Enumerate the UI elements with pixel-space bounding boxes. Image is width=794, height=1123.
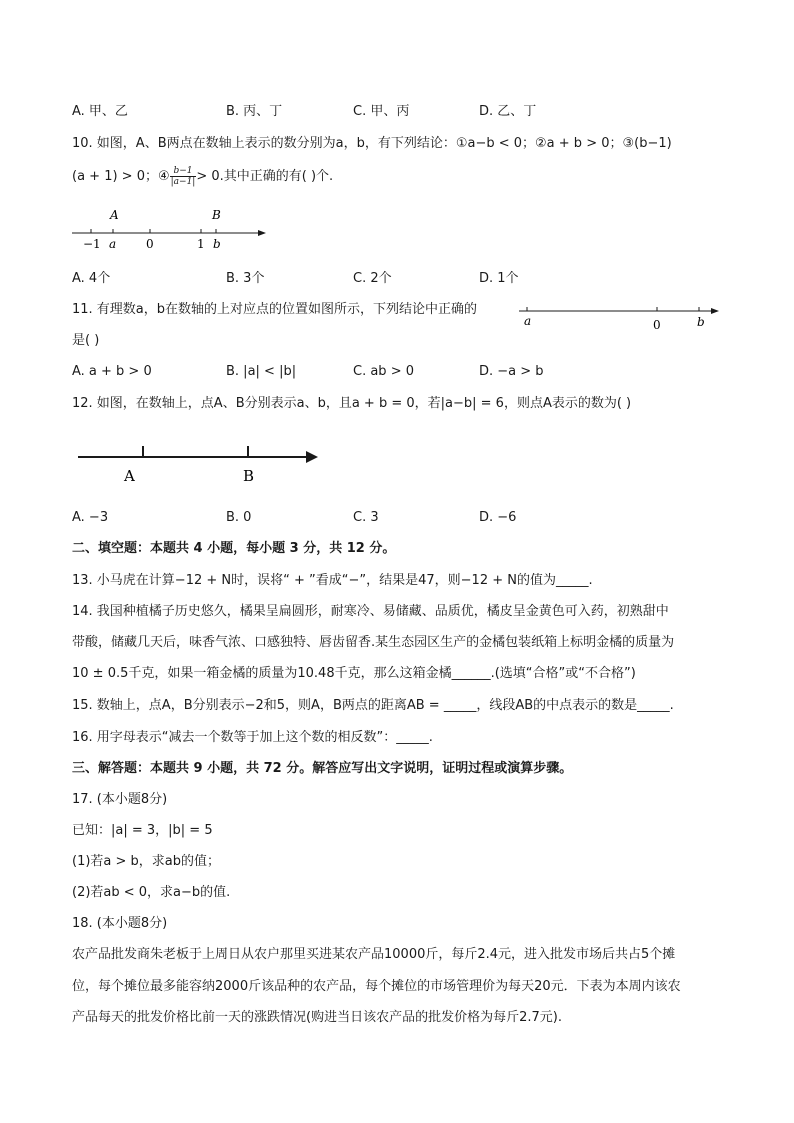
- q10-option-c: C. 2个: [353, 271, 392, 286]
- q18-stem-line2: 位，每个摊位最多能容纳2000斤该品种的农产品，每个摊位的市场管理价为每天20元．下表为本周内该农: [72, 979, 681, 994]
- q12-option-d: D. −6: [479, 510, 517, 525]
- q10-stem-line2-a: (a + 1) > 0；④: [72, 169, 170, 184]
- q12-label-A: A: [124, 467, 135, 485]
- q11-option-c: C. ab > 0: [353, 364, 414, 379]
- q13-stem: 13. 小马虎在计算−12 + N时，误将“ + ”看成“−”，结果是47，则−12 + N的值为_____.: [72, 573, 593, 588]
- q10-label-1: 1: [197, 237, 205, 251]
- q18-stem-line3: 产品每天的批发价格比前一天的涨跌情况(购进当日该农产品的批发价格为每斤2.7元).: [72, 1010, 562, 1025]
- q17-part2: (2)若ab < 0，求a−b的值.: [72, 885, 231, 900]
- q15-stem: 15. 数轴上，点A，B分别表示−2和5，则A，B两点的距离AB = _____，线段AB的中点表示的数是_____.: [72, 698, 674, 713]
- q11-option-d: D. −a > b: [479, 364, 544, 379]
- q17-part1: (1)若a > b，求ab的值；: [72, 854, 221, 869]
- q9-option-b: B. 丙、丁: [226, 104, 283, 119]
- q11-stem-line2: 是( ): [72, 333, 100, 348]
- q10-label-0: 0: [146, 237, 154, 251]
- q11-number-line: [515, 298, 725, 332]
- q12-label-B: B: [243, 467, 255, 485]
- q10-stem-line1: 10. 如图，A、B两点在数轴上表示的数分别为a，b，有下列结论：①a−b < 0；②a + b > 0；③(b−1): [72, 136, 672, 151]
- q9-option-d: D. 乙、丁: [479, 104, 537, 119]
- q12-option-c: C. 3: [353, 510, 379, 525]
- q10-option-b: B. 3个: [226, 271, 265, 286]
- q10-stem-line2: [72, 166, 333, 187]
- q12-number-line: [74, 440, 324, 488]
- q14-stem-line3: 10 ± 0.5千克，如果一箱金橘的质量为10.48千克，那么这箱金橘______.(选填“合格”或“不合格”): [72, 666, 636, 681]
- q17-given: 已知：|a| = 3，|b| = 5: [72, 823, 213, 838]
- q10-stem-line2-b: > 0.其中正确的有( )个.: [196, 169, 334, 184]
- q12-option-a: A. −3: [72, 510, 109, 525]
- q11-stem-line1: 11. 有理数a，b在数轴的上对应点的位置如图所示，下列结论中正确的: [72, 302, 478, 317]
- q10-label-B: B: [212, 208, 221, 222]
- q10-frac-denominator: |a−1|: [170, 177, 196, 187]
- q10-label-a: a: [109, 237, 117, 251]
- q10-label-A: A: [110, 208, 119, 222]
- q17-title: 17. (本小题8分): [72, 792, 168, 807]
- q10-option-a: A. 4个: [72, 271, 111, 286]
- q11-label-0: 0: [653, 318, 661, 332]
- q9-option-c: C. 甲、丙: [353, 104, 410, 119]
- q10-label-neg1: −1: [83, 237, 101, 251]
- q14-stem-line2: 带酸，储藏几天后，味香气浓、口感独特、唇齿留香.某生态园区生产的金橘包装纸箱上标明金橘的质量为: [72, 635, 675, 650]
- q10-label-b: b: [213, 237, 221, 251]
- q12-stem-line1: 12. 如图，在数轴上，点A、B分别表示a、b，且a + b = 0，若|a−b| = 6，则点A表示的数为( ): [72, 396, 632, 411]
- q11-option-b: B. |a| < |b|: [226, 364, 297, 379]
- q10-option-d: D. 1个: [479, 271, 519, 286]
- q18-stem-line1: 农产品批发商朱老板于上周日从农户那里买进某农产品10000斤，每斤2.4元，进入批发市场后共占5个摊: [72, 947, 676, 962]
- q11-option-a: A. a + b > 0: [72, 364, 152, 379]
- q10-fraction: [170, 166, 197, 187]
- q11-label-a: a: [524, 314, 532, 328]
- q16-stem: 16. 用字母表示“减去一个数等于加上这个数的相反数”：_____.: [72, 730, 433, 745]
- section-solve-heading: 三、解答题：本题共 9 小题，共 72 分。解答应写出文字说明，证明过程或演算步骤。: [72, 761, 573, 776]
- q10-frac-numerator: b−1: [170, 166, 197, 177]
- q18-title: 18. (本小题8分): [72, 916, 168, 931]
- q9-option-a: A. 甲、乙: [72, 104, 128, 119]
- q10-number-line: [68, 205, 273, 257]
- q14-stem-line1: 14. 我国种植橘子历史悠久，橘果呈扁圆形，耐寒冷、易储藏、品质优，橘皮呈金黄色可入药，初熟甜中: [72, 604, 669, 619]
- q12-option-b: B. 0: [226, 510, 252, 525]
- q11-label-b: b: [697, 315, 705, 329]
- section-fill-in-heading: 二、填空题：本题共 4 小题，每小题 3 分，共 12 分。: [72, 541, 396, 556]
